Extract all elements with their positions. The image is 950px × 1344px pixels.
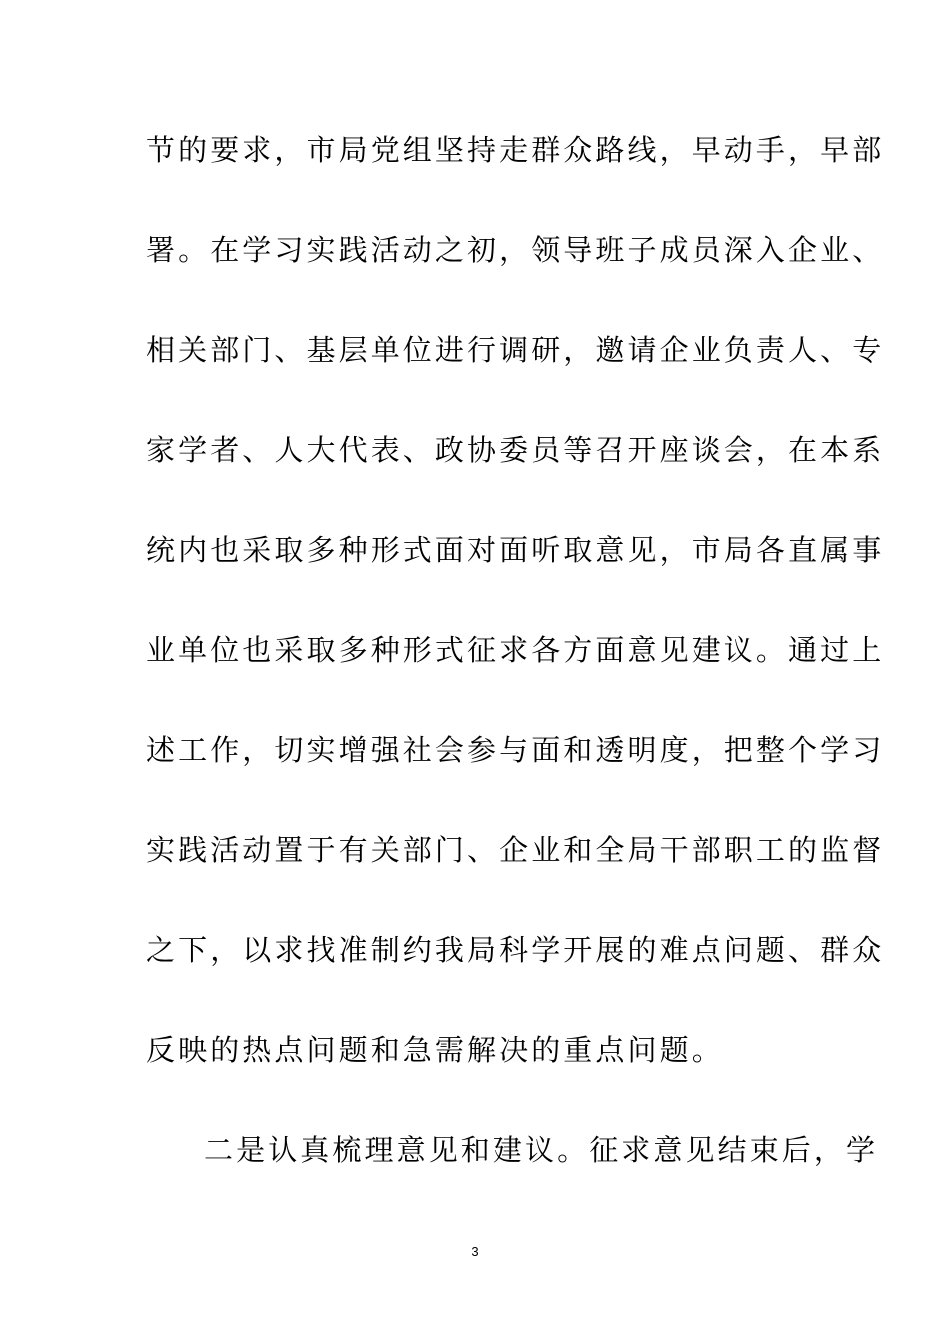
text-line: 统内也采取多种形式面对面听取意见，市局各直属事 (146, 533, 885, 567)
text-line: 署。在学习实践活动之初，领导班子成员深入企业、 (146, 233, 885, 267)
text-line: 实践活动置于有关部门、企业和全局干部职工的监督 (146, 833, 885, 867)
paragraph-start-line: 二是认真梳理意见和建议。征求意见结束后，学 (204, 1133, 879, 1167)
text-line: 家学者、人大代表、政协委员等召开座谈会，在本系 (146, 433, 885, 467)
text-line: 业单位也采取多种形式征求各方面意见建议。通过上 (146, 633, 885, 667)
page-number: 3 (471, 1244, 479, 1259)
body-text (146, 125, 885, 1225)
text-line: 反映的热点问题和急需解决的重点问题。 (146, 1033, 724, 1067)
text-line: 之下，以求找准制约我局科学开展的难点问题、群众 (146, 933, 885, 967)
text-line: 相关部门、基层单位进行调研，邀请企业负责人、专 (146, 333, 885, 367)
text-line: 节的要求，市局党组坚持走群众路线，早动手，早部 (146, 133, 885, 167)
text-line: 述工作，切实增强社会参与面和透明度，把整个学习 (146, 733, 885, 767)
